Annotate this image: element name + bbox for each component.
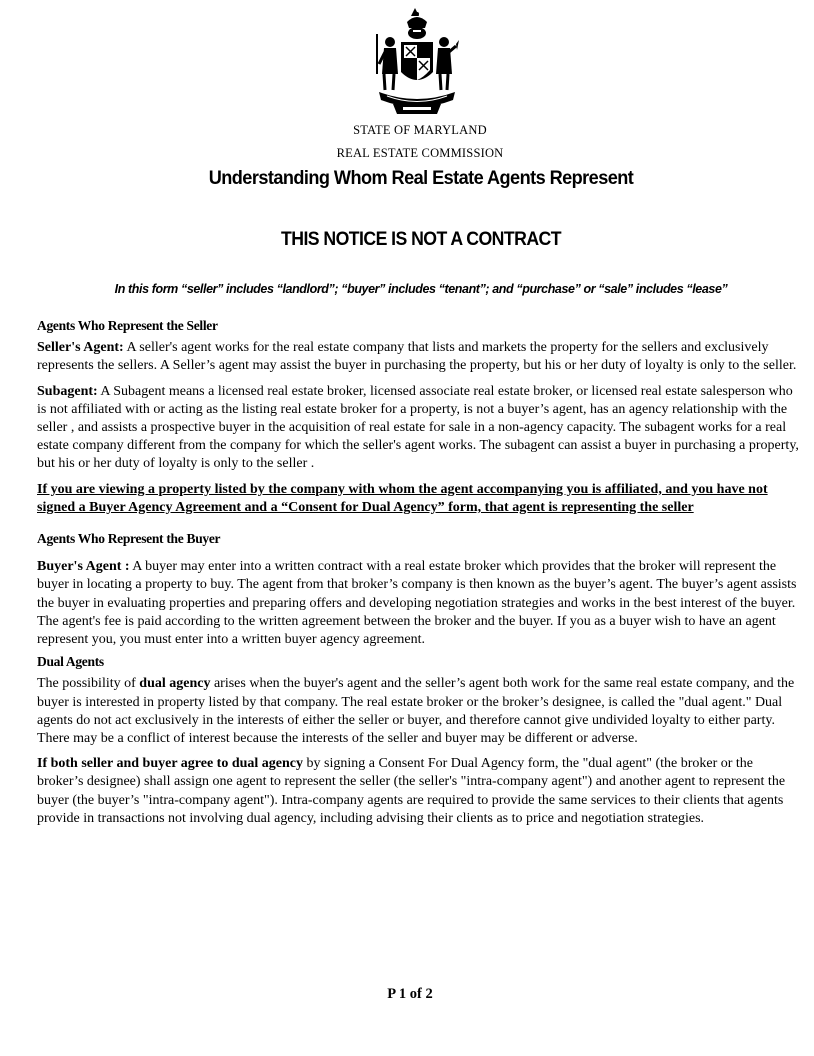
document-body [37, 317, 802, 828]
dual-consent-term: If both seller and buyer agree to dual agency [37, 756, 304, 772]
sellers-agent-paragraph [37, 339, 802, 375]
section-heading-dual: Dual Agents [37, 654, 104, 670]
dual-intro-after: arises when the buyer's agent and the seller’s agent both work for the same real estate company, and the buyer is interested in property listed by that company. The real estate broker or the broker’s designee, is called the "dual agent." Dual agents do not act exclusively in the interests of either the seller or buyer, and therefore cannot give undivided loyalty to either party. There may be a conflict of interest because the interests of the seller and buyer may be different or adverse. [37, 676, 795, 747]
subagent-term: Subagent: [37, 383, 98, 399]
notice-heading: THIS NOTICE IS NOT A CONTRACT [281, 229, 561, 250]
dual-agency-paragraph [37, 675, 802, 748]
section-heading-seller: Agents Who Represent the Seller [37, 318, 218, 333]
subagent-text: A Subagent means a licensed real estate broker, licensed associate real estate broker, or licensed real estate salesperson who is not affiliated with or acting as the listing real estate broker for a property, is not a buyer’s agent, has an agency relationship with the seller , and assists a prospective buyer in the acquisition of real estate for sale in a non-agency capacity. The subagent works for a real estate company different from the company for which the seller's agent works. The subagent can assist a buyer in purchasing a property, but his or her duty of loyalty is only to the seller . [37, 383, 799, 472]
sellers-agent-text: A seller's agent works for the real estate company that lists and markets the property for the sellers and exclusively represents the sellers. A Seller’s agent may assist the buyer in purchasing the property, but his or her duty of loyalty is only to the seller. [37, 340, 797, 374]
definitions-note: In this form “seller” includes “landlord”; “buyer” includes “tenant”; and “purchase” or “sale” includes “lease” [114, 282, 728, 296]
seller-representation-warning: If you are viewing a property listed by the company with whom the agent accompanying you is affiliated, and you have not signed a Buyer Agency Agreement and a “Consent for Dual Agency” form, that agent is representing the seller [37, 481, 768, 515]
dual-intro-before: The possibility of [37, 676, 140, 692]
buyers-agent-paragraph [37, 558, 802, 649]
maryland-state-seal-icon [373, 6, 461, 122]
buyers-agent-term: Buyer's Agent : [37, 559, 130, 575]
commission-name: REAL ESTATE COMMISSION [336, 146, 504, 160]
page-number: P 1 of 2 [387, 986, 433, 1002]
sellers-agent-term: Seller's Agent: [37, 340, 124, 356]
buyers-agent-text: A buyer may enter into a written contract with a real estate broker which provides that the broker will represent the buyer in locating a property to buy. The agent from that broker’s company is then known as the buyer’s agent. The buyer’s agent assists the buyer in evaluating properties and preparing offers and developing negotiation strategies and works in the best interest of the buyer. The agent's fee is paid according to the written agreement between the broker and the buyer. If you as a buyer wish to have an agent represent you, you must enter into a written buyer agency agreement. [37, 559, 797, 648]
dual-consent-paragraph [37, 755, 802, 828]
dual-agency-term: dual agency [139, 676, 211, 692]
state-name: STATE OF MARYLAND [353, 123, 487, 137]
section-heading-buyer: Agents Who Represent the Buyer [37, 531, 221, 547]
document-title: Understanding Whom Real Estate Agents Represent [208, 167, 634, 189]
subagent-paragraph [37, 383, 802, 474]
dual-consent-text: by signing a Consent For Dual Agency form, the "dual agent" (the broker or the broker’s designee) shall assign one agent to represent the seller (the seller's "intra-company agent") and another agent to represent the buyer (the buyer’s "intra-company agent"). Intra-company agents are required to provide the same services to their clients that agents provide in transactions not involving dual agency, including advising their clients as to price and negotiation strategies. [37, 756, 786, 826]
